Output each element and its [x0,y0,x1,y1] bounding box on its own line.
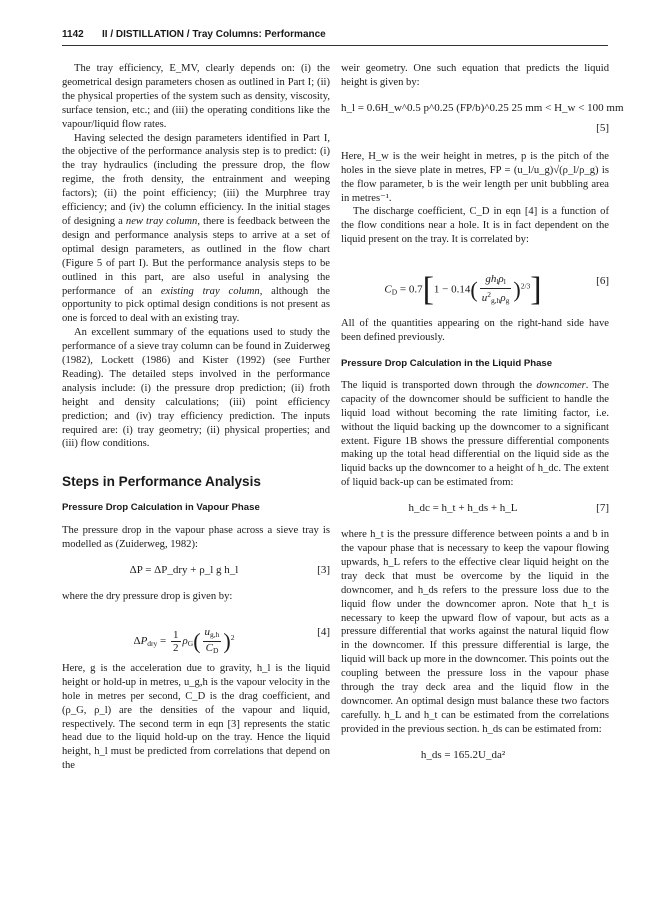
running-head: II / DISTILLATION / Tray Columns: Performance [102,29,326,40]
equation-body: $\Delta P_{dry}$ = $\frac{1}{2}$ $\rho_G$( $\frac{u_{g,h}}{C_D}$ )$^2$ [133,625,235,655]
paragraph: The discharge coefficient, C_D in eqn [4] is a function of the flow conditions near a hole. It is in fact dependent on the liquid present on the tray. It is correlated by: [341,206,609,246]
equation-body: h_l = 0.6H_w^0.5 p^0.25 (FP/b)^0.25 25 mm < H_w < 100 mm [341,101,624,114]
left-column [62,62,330,773]
equation-body: $C_D = 0.7[1 - 0.14$( $\frac{gh_l\rho_l}{u^2_{g,h}\rho_g}$ )$^{2/3}$] [384,271,542,309]
paragraph: where the dry pressure drop is given by: [62,591,233,602]
page-number: 1142 [62,29,84,40]
header-rule [62,45,608,46]
equation-5 [341,101,624,138]
paragraph: An excellent summary of the equations used to study the performance of a sieve tray column can be found in Zuiderweg (1982), Lockett (1986) and Kister (1992) (see Further Reading). The detailed steps involved in the performance analysis include: (i) the pressure drop prediction; (ii) froth height and density calculations; (iii) point efficiency prediction; and (iv) tray efficiency prediction. The inputs required are: (i) tray geometry; (ii) physical properties; and (iii) flow conditions. [62,327,330,450]
equation-3 [62,564,330,578]
equation-8 [341,749,609,763]
paragraph: Having selected the design parameters identified in Part I, the objective of the performance analysis step is to predict: (i) the tray hydraulics (including the pressure drop, the flow regime, the froth density, the entrainment and weeping factors); (ii) the point efficiency; (iii) the Murphree tray efficiency; and (iv) the column efficiency. In the initial stages of designing a new tray column, there is feedback between the design and performance analysis steps to arrive at a set of optimal design parameters, as outlined in the flow chart (Figure 5 of part I). But the performance analysis steps to be outlined in this part, are also useful in analysing the performance of an existing tray column, although the opportunity to pick optimal design conditions is not present as one is forced to deal with an existing tray. [62,132,331,325]
equation-4 [62,618,330,655]
paragraph: where h_t is the pressure difference between points a and b in the vapour phase that is necessary to keep the vapour flowing upwards, h_L refers to the effective clear liquid height on the tray deck that must be overcome by the liquid in the downcomer, and h_ds refers to the pressure loss due to the liquid flow under the downcomer apron. Note that h_t is necessary to keep the upward flow of vapour, but acts as a pressure differential that works against the natural liquid flow in the downcomer. If this pressure differential is large, the liquid will back up more in the downcomer. This points out the coupling between the pressure loss in the vapour phase through the tray deck area and the liquid flow in the downcomer. An optimal design must balance these two factors carefully. h_L and h_t can be estimated from the correlations provided in the previous section. h_ds can be estimated from: [341,529,609,735]
paragraph: All of the quantities appearing on the right-hand side have been defined previously. [341,318,609,344]
equation-body: h_dc = h_t + h_ds + h_L [408,502,518,515]
equation-number: [6] [596,275,609,288]
equation-7 [341,502,609,516]
equation-body: h_ds = 165.2U_da² [420,748,506,761]
equation-6 [341,259,609,309]
equation-number: [3] [317,564,330,576]
equation-number: [5] [596,121,609,134]
section-heading: Steps in Performance Analysis [62,474,261,490]
equation-number: [7] [596,502,609,515]
subsection-heading: Pressure Drop Calculation in Vapour Phase [62,502,260,514]
paragraph: Here, H_w is the weir height in metres, p is the pitch of the holes in the sieve plate in metres, FP = (u_l/u_g)√(ρ_l/ρ_g) is the flow parameter, b is the weir length per unit bubbling area in metres⁻¹. [341,150,609,204]
paragraph: weir geometry. One such equation that predicts the liquid height is given by: [341,63,609,88]
subsection-heading: Pressure Drop Calculation in the Liquid Phase [341,357,553,369]
paragraph: Here, g is the acceleration due to gravity, h_l is the liquid height or hold-up in metres, u_g,h is the vapour velocity in the hole in metres per second, C_D is the drag coefficient, and (ρ_G, ρ_l) are the densities of the vapour and liquid, respectively. The second term in eqn [3] represents the static head due to the liquid hold-up on the tray. Hence the liquid height, h_l must be predicted from correlations that depend on the [62,662,330,772]
paragraph: The tray efficiency, E_MV, clearly depends on: (i) the geometrical design parameters chosen as outlined in Part I; (ii) the physical properties of the system such as density, viscosity, surface tension, etc.; and (iii) the operating conditions like the vapour/liquid flow rates. [62,63,330,130]
paragraph: The pressure drop in the vapour phase across a sieve tray is modelled as (Zuiderweg, 1982): [62,525,330,551]
paragraph: The liquid is transported down through the downcomer. The capacity of the downcomer should be sufficient to handle the liquid load without becoming the rate limiting factor, i.e. without the liquid backing up the downcomer to a significant extent. Figure 1B shows the pressure differential components making up the total head differential on the liquid side as the liquid backs up the downcomer to a height of h_dc. The extent of liquid back-up can be estimated from: [341,379,610,489]
equation-number: [4] [317,625,330,638]
right-column [341,62,624,775]
equation-body: ΔP = ΔP_dry + ρ_l g h_l [129,564,239,576]
running-header [62,27,608,43]
